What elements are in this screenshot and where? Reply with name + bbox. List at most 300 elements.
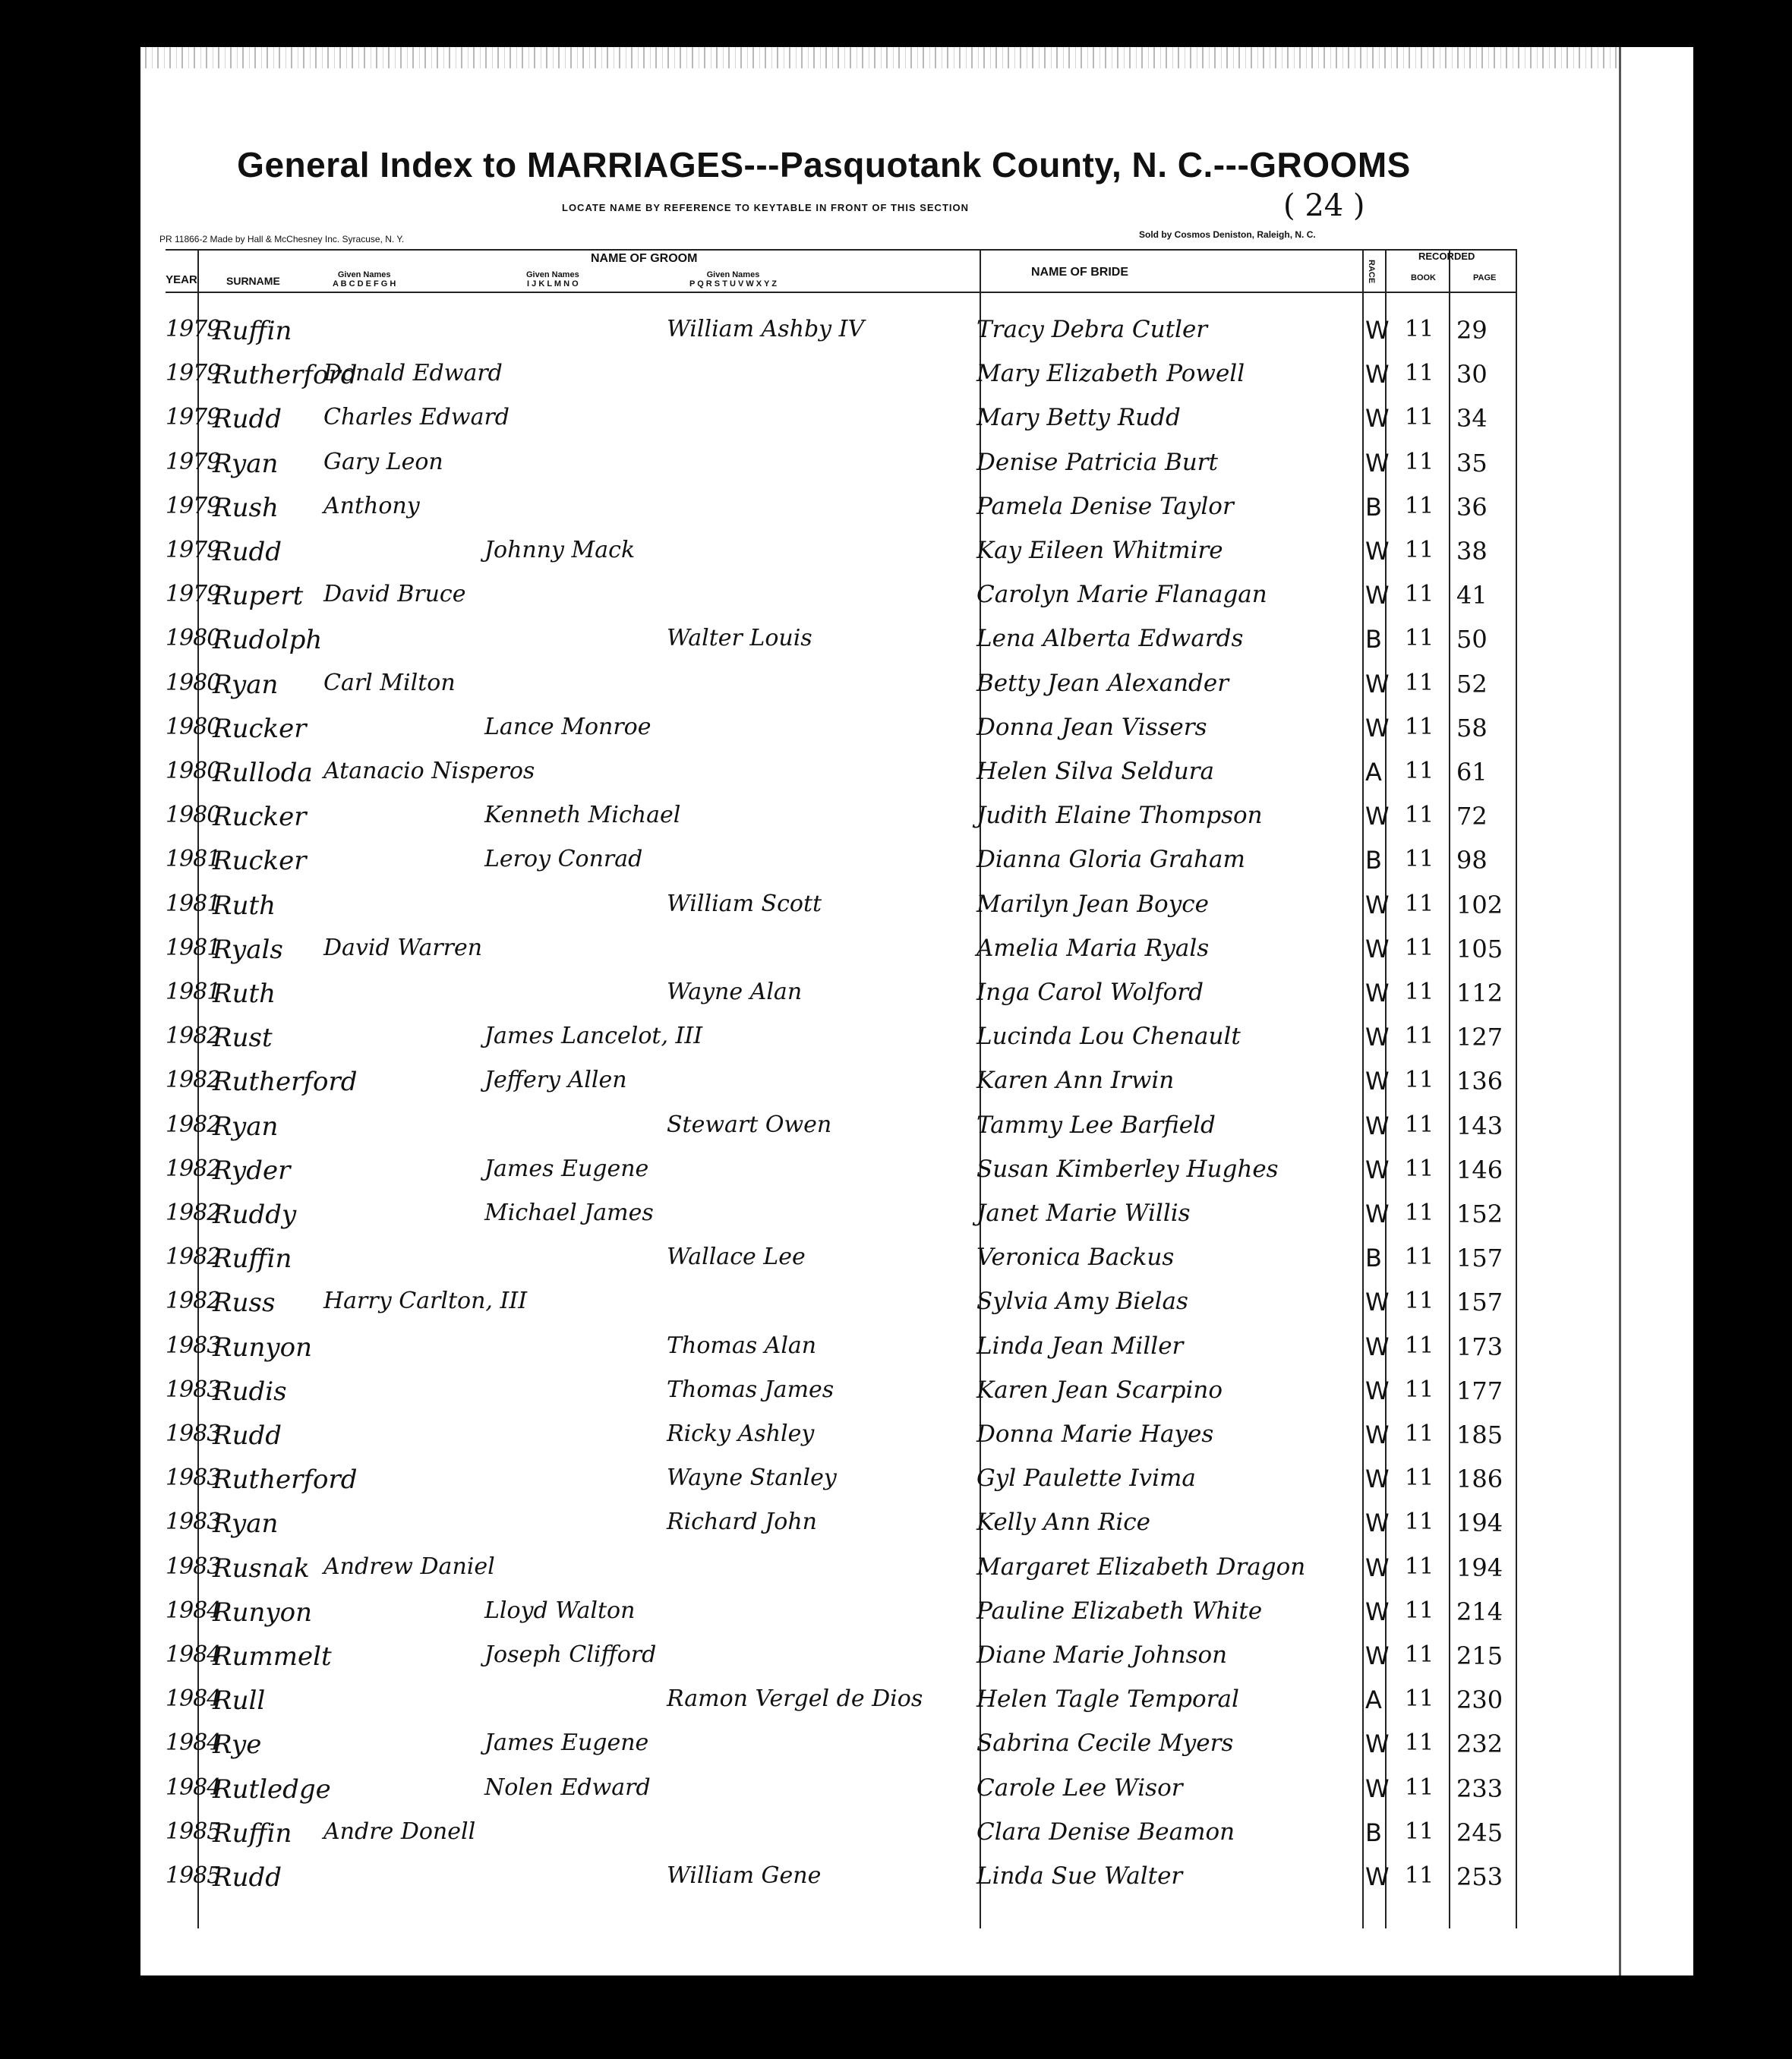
race-cell: W [1365, 1288, 1390, 1317]
given-name-cell: Harry Carlton, III [323, 1288, 528, 1315]
surname-cell: Ryan [213, 448, 279, 479]
year-cell: 1984 [166, 1641, 221, 1668]
book-cell: 11 [1405, 1685, 1434, 1713]
surname-cell: Rusnak [213, 1553, 310, 1584]
table-row [166, 1856, 1517, 1899]
surname-cell: Ryan [213, 669, 279, 700]
book-cell: 11 [1405, 1332, 1434, 1359]
book-cell: 11 [1405, 360, 1434, 387]
race-cell: B [1365, 625, 1382, 654]
book-cell: 11 [1405, 1067, 1434, 1094]
year-cell: 1984 [166, 1597, 221, 1624]
year-cell: 1979 [166, 448, 221, 475]
book-cell: 11 [1405, 1774, 1434, 1801]
page-cell: 233 [1456, 1774, 1503, 1803]
surname-cell: Ruddy [213, 1200, 297, 1230]
bride-cell: Helen Tagle Temporal [976, 1685, 1239, 1714]
surname-cell: Ruffin [213, 316, 292, 346]
race-cell: W [1365, 713, 1390, 743]
surname-cell: Runyon [213, 1332, 312, 1363]
bride-cell: Mary Betty Rudd [976, 404, 1181, 432]
book-cell: 11 [1405, 890, 1434, 917]
year-cell: 1984 [166, 1774, 221, 1801]
race-cell: B [1365, 1818, 1382, 1847]
book-cell: 11 [1405, 1553, 1434, 1580]
given-name-cell: Michael James [484, 1200, 654, 1226]
table-row [166, 1149, 1517, 1192]
race-cell: A [1365, 758, 1382, 787]
surname-cell: Rust [213, 1023, 273, 1054]
given-name-cell: James Eugene [484, 1155, 649, 1182]
bride-cell: Margaret Elizabeth Dragon [976, 1553, 1306, 1581]
book-cell: 11 [1405, 934, 1434, 961]
given-name-cell: Andrew Daniel [323, 1553, 495, 1580]
page-cell: 194 [1456, 1553, 1503, 1582]
book-cell: 11 [1405, 448, 1434, 475]
race-cell: W [1365, 1200, 1390, 1228]
table-row [166, 1812, 1517, 1855]
book-cell: 11 [1405, 758, 1434, 784]
page-cell: 232 [1456, 1729, 1503, 1759]
book-cell: 11 [1405, 537, 1434, 563]
column-header-race: RACE [1367, 260, 1376, 284]
year-cell: 1980 [166, 625, 221, 652]
bride-cell: Helen Silva Seldura [976, 758, 1214, 785]
page-cell: 38 [1456, 537, 1488, 566]
page-cell: 143 [1456, 1111, 1503, 1140]
surname-cell: Ryals [213, 934, 283, 965]
surname-cell: Rudolph [213, 625, 323, 656]
year-cell: 1980 [166, 758, 221, 784]
bride-cell: Tracy Debra Cutler [976, 316, 1208, 343]
page-cell: 102 [1456, 890, 1503, 919]
race-cell: W [1365, 669, 1390, 698]
race-cell: A [1365, 1685, 1382, 1715]
bride-cell: Gyl Paulette Ivima [976, 1465, 1196, 1493]
year-cell: 1982 [166, 1200, 221, 1226]
year-cell: 1982 [166, 1067, 221, 1094]
bride-cell: Susan Kimberley Hughes [976, 1155, 1279, 1183]
bride-cell: Janet Marie Willis [976, 1200, 1191, 1227]
race-cell: W [1365, 1420, 1390, 1449]
given-name-cell: Anthony [323, 492, 420, 519]
surname-cell: Runyon [213, 1597, 312, 1628]
race-cell: W [1365, 890, 1390, 919]
year-cell: 1982 [166, 1244, 221, 1271]
page-cell: 157 [1456, 1288, 1503, 1317]
bride-cell: Sabrina Cecile Myers [976, 1729, 1234, 1758]
race-cell: W [1365, 581, 1390, 610]
year-cell: 1980 [166, 713, 221, 740]
table-row [166, 443, 1517, 485]
given-name-cell: Wallace Lee [667, 1244, 806, 1271]
page-cell: 41 [1456, 581, 1488, 610]
surname-cell: Ruffin [213, 1244, 292, 1275]
book-cell: 11 [1405, 1200, 1434, 1226]
table-row [166, 752, 1517, 794]
book-cell: 11 [1405, 1023, 1434, 1050]
given-name-cell: David Warren [323, 934, 483, 961]
page-cell: 214 [1456, 1597, 1503, 1626]
given-name-cell: Thomas Alan [667, 1332, 817, 1359]
bride-cell: Tammy Lee Barfield [976, 1111, 1216, 1139]
year-cell: 1982 [166, 1023, 221, 1050]
race-cell: W [1365, 404, 1390, 434]
surname-cell: Rupert [213, 581, 304, 612]
surname-cell: Rummelt [213, 1641, 332, 1672]
year-cell: 1981 [166, 890, 221, 917]
adjacent-page-edge [1619, 47, 1693, 1975]
surname-cell: Rudd [213, 1862, 282, 1893]
bride-cell: Donna Marie Hayes [976, 1420, 1214, 1448]
page-cell: 215 [1456, 1641, 1503, 1670]
book-cell: 11 [1405, 1509, 1434, 1536]
bride-cell: Mary Elizabeth Powell [976, 360, 1245, 388]
page-title: General Index to MARRIAGES---Pasquotank County, N. C.---GROOMS [237, 145, 1411, 184]
given-name-cell: Richard John [667, 1509, 818, 1536]
page-cell: 61 [1456, 758, 1488, 787]
surname-cell: Rudd [213, 537, 282, 567]
header-bottom-rule [166, 292, 1517, 293]
book-cell: 11 [1405, 846, 1434, 873]
surname-cell: Russ [213, 1288, 276, 1319]
surname-cell: Ruth [213, 979, 276, 1009]
surname-cell: Rutherford [213, 1067, 358, 1098]
column-header-given-a-h: Given Names A B C D E F G H [333, 270, 396, 289]
year-cell: 1980 [166, 802, 221, 829]
race-cell: W [1365, 1774, 1390, 1803]
column-header-book: BOOK [1411, 273, 1436, 282]
year-cell: 1982 [166, 1155, 221, 1182]
race-cell: W [1365, 802, 1390, 831]
page-cell: 185 [1456, 1420, 1503, 1449]
page-cell: 58 [1456, 713, 1488, 743]
race-cell: W [1365, 1509, 1390, 1538]
page-cell: 146 [1456, 1155, 1503, 1184]
bride-cell: Inga Carol Wolford [976, 979, 1204, 1006]
surname-cell: Rutherford [213, 1465, 358, 1496]
table-row [166, 884, 1517, 927]
race-cell: W [1365, 1332, 1390, 1361]
race-cell: B [1365, 492, 1382, 522]
surname-cell: Ryan [213, 1509, 279, 1540]
year-cell: 1979 [166, 360, 221, 387]
page-cell: 34 [1456, 404, 1488, 434]
book-cell: 11 [1405, 1641, 1434, 1668]
table-row [166, 973, 1517, 1015]
surname-cell: Rucker [213, 802, 307, 833]
surname-cell: Rush [213, 492, 279, 523]
bride-cell: Judith Elaine Thompson [976, 802, 1263, 830]
bride-cell: Marilyn Jean Boyce [976, 890, 1209, 918]
year-cell: 1985 [166, 1862, 221, 1889]
page-cell: 136 [1456, 1067, 1503, 1096]
book-cell: 11 [1405, 1862, 1434, 1889]
book-cell: 11 [1405, 1111, 1434, 1138]
bride-cell: Betty Jean Alexander [976, 669, 1229, 697]
table-row [166, 1547, 1517, 1590]
column-header-surname: SURNAME [226, 275, 280, 287]
year-cell: 1984 [166, 1729, 221, 1757]
bride-cell: Denise Patricia Burt [976, 448, 1218, 476]
table-row [166, 1061, 1517, 1103]
race-cell: W [1365, 1597, 1390, 1626]
surname-cell: Rye [213, 1729, 262, 1761]
book-cell: 11 [1405, 802, 1434, 829]
year-cell: 1981 [166, 979, 221, 1005]
table-row [166, 354, 1517, 396]
bride-cell: Lena Alberta Edwards [976, 625, 1244, 653]
page-cell: 253 [1456, 1862, 1503, 1891]
given-name-cell: Charles Edward [323, 404, 510, 431]
table-row [166, 1414, 1517, 1457]
year-cell: 1983 [166, 1376, 221, 1403]
book-cell: 11 [1405, 979, 1434, 1005]
table-row [166, 398, 1517, 440]
page-cell: 173 [1456, 1332, 1503, 1361]
page-cell: 230 [1456, 1685, 1503, 1715]
bride-cell: Amelia Maria Ryals [976, 934, 1210, 962]
given-name-cell: Walter Louis [667, 625, 812, 652]
page-cell: 50 [1456, 625, 1488, 654]
race-cell: W [1365, 1641, 1390, 1670]
given-name-cell: Gary Leon [323, 448, 443, 475]
table-row [166, 487, 1517, 529]
book-cell: 11 [1405, 404, 1434, 431]
race-cell: W [1365, 537, 1390, 566]
given-name-cell: Ramon Vergel de Dios [667, 1685, 923, 1713]
bride-cell: Donna Jean Vissers [976, 713, 1207, 741]
column-header-recorded: RECORDED [1418, 251, 1475, 262]
year-cell: 1979 [166, 537, 221, 563]
year-cell: 1982 [166, 1288, 221, 1315]
given-name-cell: James Eugene [484, 1729, 649, 1757]
table-row [166, 1679, 1517, 1722]
page-cell: 36 [1456, 492, 1488, 522]
bride-cell: Karen Jean Scarpino [976, 1376, 1223, 1404]
page-cell: 35 [1456, 448, 1488, 478]
surname-cell: Rudd [213, 1420, 282, 1451]
header-top-rule [166, 249, 1517, 251]
book-cell: 11 [1405, 669, 1434, 696]
table-row [166, 1105, 1517, 1148]
given-name-cell: Atanacio Nisperos [323, 758, 535, 784]
given-name-cell: Joseph Clifford [484, 1641, 657, 1668]
race-cell: W [1365, 1729, 1390, 1759]
table-row [166, 1723, 1517, 1766]
race-cell: W [1365, 1155, 1390, 1184]
given-name-cell: Thomas James [667, 1376, 834, 1403]
race-cell: W [1365, 448, 1390, 478]
page-cell: 112 [1456, 979, 1503, 1007]
given-name-cell: David Bruce [323, 581, 466, 608]
bride-cell: Karen Ann Irwin [976, 1067, 1175, 1095]
surname-cell: Rucker [213, 713, 307, 744]
page-cell: 52 [1456, 669, 1488, 698]
bride-cell: Kelly Ann Rice [976, 1509, 1151, 1537]
given-name-cell: Johnny Mack [484, 537, 636, 563]
page-cell: 29 [1456, 316, 1488, 345]
book-cell: 11 [1405, 625, 1434, 652]
table-row [166, 796, 1517, 838]
page-cell: 127 [1456, 1023, 1503, 1052]
page-cell: 194 [1456, 1509, 1503, 1538]
surname-cell: Rull [213, 1685, 266, 1717]
given-name-cell: Ricky Ashley [667, 1420, 815, 1447]
table-row [166, 1282, 1517, 1324]
given-name-cell: James Lancelot, III [484, 1023, 703, 1050]
bride-cell: Diane Marie Johnson [976, 1641, 1228, 1669]
surname-cell: Rulloda [213, 758, 313, 788]
given-name-cell: Carl Milton [323, 669, 456, 696]
given-name-cell: Wayne Alan [667, 979, 803, 1005]
year-cell: 1983 [166, 1465, 221, 1492]
book-cell: 11 [1405, 1597, 1434, 1624]
bride-cell: Lucinda Lou Chenault [976, 1023, 1241, 1051]
table-row [166, 310, 1517, 352]
bride-cell: Dianna Gloria Graham [976, 846, 1245, 874]
given-name-cell: Lloyd Walton [484, 1597, 636, 1624]
book-cell: 11 [1405, 713, 1434, 740]
page-cell: 98 [1456, 846, 1488, 875]
race-cell: W [1365, 1862, 1390, 1891]
printer-credit: PR 11866-2 Made by Hall & McChesney Inc. Syracuse, N. Y. [159, 234, 405, 244]
book-cell: 11 [1405, 1376, 1434, 1403]
table-row [166, 619, 1517, 661]
book-cell: 11 [1405, 1155, 1434, 1182]
given-name-cell: William Scott [667, 890, 822, 917]
race-cell: B [1365, 1244, 1382, 1273]
given-name-cell: Jeffery Allen [484, 1067, 627, 1094]
table-row [166, 575, 1517, 617]
table-row [166, 840, 1517, 882]
bride-cell: Carolyn Marie Flanagan [976, 581, 1267, 609]
year-cell: 1982 [166, 1111, 221, 1138]
page-number: ( 24 ) [1283, 188, 1365, 223]
race-cell: W [1365, 316, 1390, 345]
bride-cell: Linda Sue Walter [976, 1862, 1183, 1890]
race-cell: W [1365, 1067, 1390, 1096]
book-cell: 11 [1405, 1244, 1434, 1271]
race-cell: W [1365, 1553, 1390, 1582]
seller-credit: Sold by Cosmos Deniston, Raleigh, N. C. [1139, 229, 1316, 240]
scan-edge-noise [140, 47, 1693, 68]
year-cell: 1983 [166, 1509, 221, 1536]
surname-cell: Rutledge [213, 1774, 331, 1805]
year-cell: 1983 [166, 1332, 221, 1359]
page-cell: 105 [1456, 934, 1503, 963]
column-header-given-i-o: Given Names I J K L M N O [526, 270, 579, 289]
bride-cell: Carole Lee Wisor [976, 1774, 1183, 1802]
race-cell: W [1365, 360, 1390, 389]
given-name-cell: William Gene [667, 1862, 822, 1889]
table-row [166, 1017, 1517, 1059]
given-name-cell: Andre Donell [323, 1818, 476, 1845]
race-cell: W [1365, 1376, 1390, 1405]
table-row [166, 1591, 1517, 1634]
bride-cell: Sylvia Amy Bielas [976, 1288, 1188, 1316]
given-name-cell: Leroy Conrad [484, 846, 643, 873]
column-header-year: YEAR [166, 273, 197, 286]
race-cell: W [1365, 934, 1390, 963]
table-row [166, 531, 1517, 573]
book-cell: 11 [1405, 1420, 1434, 1447]
column-header-groom: NAME OF GROOM [591, 252, 698, 265]
table-row [166, 1370, 1517, 1413]
table-row [166, 664, 1517, 706]
surname-cell: Ryder [213, 1155, 291, 1186]
given-name-cell: Wayne Stanley [667, 1465, 837, 1492]
given-name-cell: Lance Monroe [484, 713, 651, 740]
book-cell: 11 [1405, 1818, 1434, 1845]
surname-cell: Rudis [213, 1376, 287, 1407]
year-cell: 1981 [166, 846, 221, 873]
year-cell: 1980 [166, 669, 221, 696]
column-header-given-p-z: Given Names P Q R S T U V W X Y Z [689, 270, 777, 289]
year-cell: 1979 [166, 316, 221, 342]
bride-cell: Kay Eileen Whitmire [976, 537, 1223, 564]
page-cell: 186 [1456, 1465, 1503, 1494]
year-cell: 1983 [166, 1553, 221, 1580]
surname-cell: Rucker [213, 846, 307, 877]
given-name-cell: Stewart Owen [667, 1111, 832, 1138]
surname-cell: Ruffin [213, 1818, 292, 1849]
page-cell: 30 [1456, 360, 1488, 389]
bride-cell: Clara Denise Beamon [976, 1818, 1235, 1846]
year-cell: 1985 [166, 1818, 221, 1845]
page-cell: 157 [1456, 1244, 1503, 1273]
book-cell: 11 [1405, 492, 1434, 519]
book-cell: 11 [1405, 581, 1434, 608]
race-cell: W [1365, 1465, 1390, 1494]
page-cell: 177 [1456, 1376, 1503, 1405]
given-name-cell: Nolen Edward [484, 1774, 651, 1801]
table-row [166, 929, 1517, 971]
year-cell: 1979 [166, 404, 221, 431]
race-cell: W [1365, 1111, 1390, 1140]
table-row [166, 1458, 1517, 1501]
subtitle-instruction: LOCATE NAME BY REFERENCE TO KEYTABLE IN FRONT OF THIS SECTION [562, 202, 970, 213]
given-name-cell: William Ashby IV [667, 316, 865, 342]
table-row [166, 1238, 1517, 1280]
table-row [166, 708, 1517, 750]
table-row [166, 1635, 1517, 1678]
surname-cell: Rutherford [213, 360, 358, 391]
race-cell: W [1365, 979, 1390, 1007]
column-header-page: PAGE [1473, 273, 1497, 282]
race-cell: W [1365, 1023, 1390, 1052]
page-cell: 72 [1456, 802, 1488, 831]
column-header-bride: NAME OF BRIDE [1031, 266, 1128, 279]
book-cell: 11 [1405, 316, 1434, 342]
bride-cell: Pauline Elizabeth White [976, 1597, 1263, 1625]
year-cell: 1983 [166, 1420, 221, 1447]
year-cell: 1979 [166, 581, 221, 608]
year-cell: 1979 [166, 492, 221, 519]
surname-cell: Rudd [213, 404, 282, 435]
race-cell: B [1365, 846, 1382, 875]
year-cell: 1984 [166, 1685, 221, 1713]
page-cell: 152 [1456, 1200, 1503, 1228]
book-cell: 11 [1405, 1729, 1434, 1757]
given-name-cell: Donald Edward [323, 360, 503, 387]
table-row [166, 1193, 1517, 1236]
page-cell: 245 [1456, 1818, 1503, 1847]
index-table [166, 249, 1517, 1928]
surname-cell: Ryan [213, 1111, 279, 1142]
book-cell: 11 [1405, 1465, 1434, 1492]
surname-cell: Ruth [213, 890, 276, 921]
